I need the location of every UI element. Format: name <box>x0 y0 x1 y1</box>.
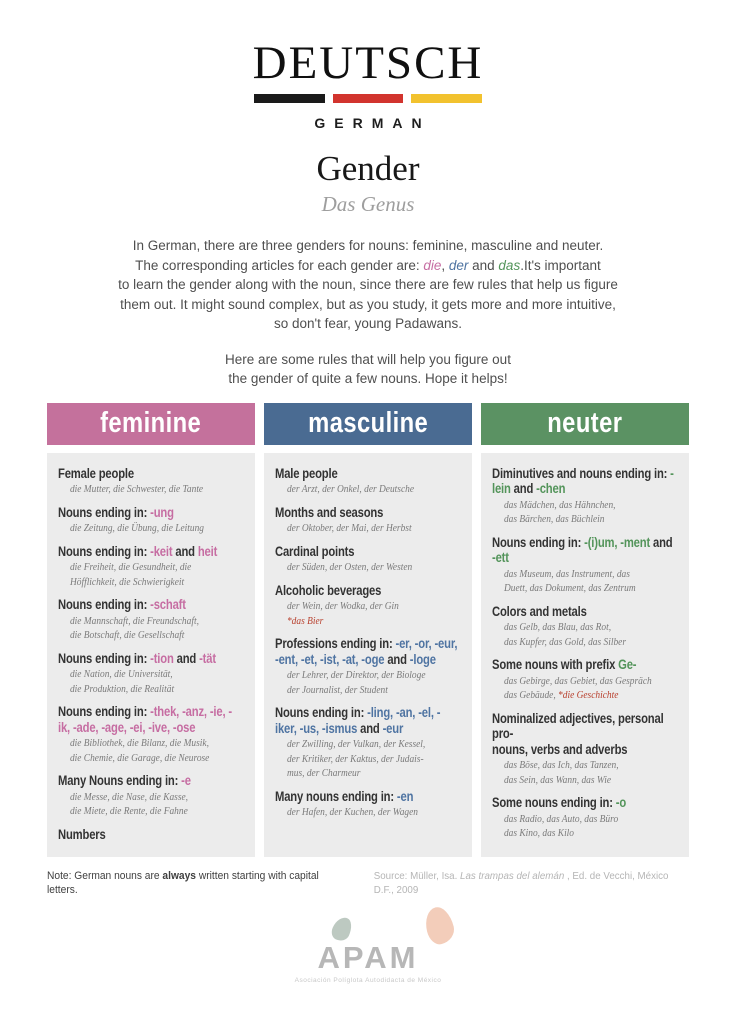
rule-title <box>275 505 461 521</box>
german-flag <box>254 94 482 103</box>
text-part: die Produktion, die Realität <box>69 682 175 695</box>
rule <box>492 795 678 841</box>
column-body-neuter <box>481 453 689 857</box>
text-line <box>0 295 736 315</box>
text-part: -chen <box>536 481 566 496</box>
text-part: das Kupfer, das Gold, das Silber <box>503 635 626 648</box>
rule-examples <box>275 737 472 781</box>
text-part: die Freiheit, die Gesundheit, die <box>69 561 192 573</box>
rule-examples <box>275 521 472 536</box>
rule <box>492 466 678 527</box>
text-part: -en <box>396 788 414 804</box>
text-part: die Bibliothek, die Bilanz, die Musik, <box>69 737 209 749</box>
logo-text: APAM <box>317 939 419 975</box>
text-part: Many Nouns ending in: <box>58 773 182 788</box>
text-part: -o <box>615 795 627 810</box>
rule-examples <box>275 668 472 697</box>
text-part: der Zwilling, der Vulkan, der Kessel, <box>286 738 426 750</box>
text-part: Nominalized adjectives, personal pro- <box>492 710 664 741</box>
text-part: Note: German nouns are <box>47 869 163 882</box>
text-part: -ung <box>150 504 174 520</box>
text-part: die Zeitung, die Übung, die Leitung <box>69 522 204 534</box>
text-part: der Süden, der Osten, der Westen <box>286 561 413 573</box>
text-part: das Radio, das Auto, das Büro <box>503 812 619 825</box>
footer-note <box>47 869 329 897</box>
footer <box>47 869 689 897</box>
rule <box>275 583 461 629</box>
text-part: die Nation, die Universität, <box>69 668 173 680</box>
intro-paragraph <box>0 236 736 334</box>
text-part: -ling, -an, -el, -iker, -us, -ismus <box>275 705 441 736</box>
rule <box>275 544 461 575</box>
text-part: *das Bier <box>286 614 324 627</box>
text-part: Diminutives and nouns ending in: <box>492 465 671 481</box>
text-part: Female people <box>58 465 134 481</box>
text-part: die Messe, die Nase, die Kasse, <box>69 790 189 803</box>
text-part: Some nouns ending in: <box>492 795 616 810</box>
column-masculine <box>264 403 472 857</box>
text-part: Nouns ending in: <box>58 704 151 719</box>
text-part: Colors and metals <box>492 603 587 619</box>
rule-examples <box>275 482 472 497</box>
rule <box>492 535 678 596</box>
flag-black-stripe <box>254 94 325 103</box>
text-part: The corresponding articles for each gender are: <box>135 257 424 273</box>
rule-title <box>58 544 244 560</box>
rule-examples <box>58 736 255 765</box>
text-part: der Journalist, der Student <box>286 683 388 696</box>
text-part: die Mutter, die Schwester, die Tante <box>69 483 204 495</box>
text-part: Source: Müller, Isa. <box>373 869 460 882</box>
text-part: and <box>173 650 200 666</box>
rule-title <box>492 604 678 620</box>
apam-logo-inner <box>295 913 442 985</box>
brand-title: DEUTSCH <box>252 37 484 89</box>
column-header-label: neuter <box>547 407 623 439</box>
text-part: das Bärchen, das Büchlein <box>503 513 605 525</box>
text-line <box>0 236 736 256</box>
text-part: das Böse, das Ich, das Tanzen, <box>503 759 619 771</box>
text-part: Alcoholic beverages <box>275 582 382 598</box>
text-part: das Gebirge, das Gebiet, das Gespräch <box>503 674 652 687</box>
rule <box>58 505 244 536</box>
text-part: so don't fear, young Padawans. <box>274 316 462 331</box>
text-part: -er, -or, -eur, -ent, -et, -ist, -at, -oge <box>275 636 458 667</box>
column-body-feminine <box>47 453 255 857</box>
column-header-masculine <box>264 403 472 445</box>
rule-title <box>58 597 244 613</box>
text-part: das Gelb, das Blau, das Rot, <box>503 621 612 633</box>
text-part: , <box>441 257 449 273</box>
rule-examples <box>492 674 689 703</box>
rule-title <box>492 535 678 566</box>
rule-title <box>492 711 678 758</box>
text-part: der Hafen, der Kuchen, der Wagen <box>286 806 419 818</box>
footer-source <box>374 869 689 897</box>
text-part: Professions ending in: <box>275 636 396 651</box>
text-part: and <box>172 543 198 559</box>
text-part: Nouns ending in: <box>492 534 585 550</box>
rule <box>58 597 244 643</box>
column-header-feminine <box>47 403 255 445</box>
text-part: der Kritiker, der Kaktus, der Judais- <box>286 752 424 765</box>
logo-tagline: Asociación Políglota Autodidacta de México <box>294 976 442 984</box>
text-part: -e <box>181 773 191 788</box>
rule-title <box>492 657 678 673</box>
text-part: -tion <box>150 650 174 666</box>
rule-examples <box>492 758 689 787</box>
text-part: written starting with capital letters. <box>47 869 319 896</box>
rule <box>492 604 678 650</box>
text-part: -thek, -anz, -ie, -ik, -ade, -age, -ei, -ive, -ose <box>58 704 232 735</box>
text-part: , Ed. de Vecchi, México D.F., 2009 <box>373 869 669 896</box>
rule-examples <box>275 805 472 820</box>
rule-examples <box>275 560 472 575</box>
rule-title <box>275 583 461 599</box>
rule <box>275 466 461 497</box>
rule <box>275 705 461 781</box>
text-part: der Lehrer, der Direktor, der Biologe <box>286 669 426 681</box>
rule-title <box>275 705 461 736</box>
text-part: *die Geschichte <box>558 689 619 701</box>
rule-examples <box>275 599 472 628</box>
text-part: nouns, verbs and adverbs <box>492 741 628 757</box>
text-part: Here are some rules that will help you figure out <box>225 351 511 367</box>
rule-title <box>275 466 461 482</box>
text-part: das Sein, das Wann, das Wie <box>503 773 612 786</box>
text-part: die <box>423 257 442 273</box>
column-neuter <box>481 403 689 857</box>
text-part: -keit <box>150 543 173 559</box>
rule-title <box>58 466 244 482</box>
text-part: the gender of quite a few nouns. Hope it helps! <box>228 371 508 386</box>
text-part: Male people <box>275 465 338 481</box>
text-part: and <box>384 651 410 667</box>
text-line <box>0 369 736 389</box>
text-line <box>0 275 736 295</box>
text-line <box>0 350 736 370</box>
text-part: Many nouns ending in: <box>275 788 397 804</box>
flag-red-stripe <box>333 94 404 103</box>
column-body-masculine <box>264 453 472 857</box>
rule-examples <box>58 560 255 589</box>
text-part: In German, there are three genders for nouns: feminine, masculine and neuter. <box>132 238 604 253</box>
rule-examples <box>58 790 255 819</box>
logo-peach-blob <box>422 904 457 946</box>
gender-columns <box>47 403 689 857</box>
text-part: always <box>162 869 197 882</box>
text-part: das Kino, das Kilo <box>503 827 574 839</box>
rule-examples <box>492 812 689 841</box>
rule <box>275 636 461 697</box>
text-part: heit <box>197 543 218 559</box>
flag-gold-stripe <box>411 94 482 103</box>
text-part: das Mädchen, das Hähnchen, <box>503 498 616 511</box>
text-part: and <box>510 481 537 496</box>
text-part: Cardinal points <box>275 543 355 559</box>
column-header-label: masculine <box>307 407 429 439</box>
text-part: die Chemie, die Garage, die Neurose <box>69 751 210 764</box>
text-part: Ge- <box>618 657 637 672</box>
rule-title <box>275 789 461 805</box>
rule-examples <box>492 567 689 596</box>
text-part: der Arzt, der Onkel, der Deutsche <box>286 483 415 495</box>
rule-examples <box>492 620 689 649</box>
language-label: GERMAN <box>314 115 431 131</box>
rule-examples <box>492 498 689 527</box>
text-part: Duett, das Dokument, das Zentrum <box>503 582 636 594</box>
rule-title <box>275 636 461 667</box>
rule <box>275 505 461 536</box>
text-part: das Museum, das Instrument, das <box>503 567 630 580</box>
column-header-label: feminine <box>100 407 202 439</box>
text-line <box>0 256 736 276</box>
text-part: Höfflichkeit, die Schwierigkeit <box>69 575 185 588</box>
text-part: and <box>650 534 673 550</box>
text-part: der <box>448 257 469 273</box>
text-part: Las trampas del alemán <box>459 869 565 882</box>
rule <box>58 544 244 590</box>
text-part: die Botschaft, die Gesellschaft <box>69 629 185 641</box>
page-title: Gender <box>316 149 420 188</box>
text-part: Nouns ending in: <box>58 543 151 559</box>
text-part: die Mannschaft, die Freundschaft, <box>69 614 199 627</box>
rule-title <box>58 505 244 521</box>
rule <box>58 704 244 765</box>
text-part: mus, der Charmeur <box>286 767 361 779</box>
text-part: -loge <box>409 651 436 667</box>
column-header-neuter <box>481 403 689 445</box>
text-part: Nouns ending in: <box>275 705 368 720</box>
text-part: das <box>498 257 521 273</box>
logo-green-blob <box>329 914 355 943</box>
rule-examples <box>58 667 255 696</box>
rule-title <box>58 773 244 789</box>
text-part: -tät <box>199 650 216 666</box>
apam-logo <box>0 913 736 987</box>
text-part: Numbers <box>58 826 106 842</box>
text-part: to learn the gender along with the noun, since there are few rules that help us figure <box>118 277 618 292</box>
rule <box>58 651 244 697</box>
text-part: der Oktober, der Mai, der Herbst <box>286 522 412 534</box>
text-part: .It's important <box>520 257 601 273</box>
text-part: das Gebäude, <box>503 689 559 701</box>
text-part: Months and seasons <box>275 504 384 520</box>
rule-examples <box>58 614 255 643</box>
text-part: die Miete, die Rente, die Fahne <box>69 805 188 817</box>
rule-title <box>58 651 244 667</box>
rule-title <box>492 795 678 811</box>
rule-title <box>275 544 461 560</box>
rule-examples <box>58 482 255 497</box>
rule <box>492 657 678 703</box>
text-part: them out. It might sound complex, but as you study, it gets more and more intuitive, <box>120 296 616 312</box>
rule-examples <box>58 521 255 536</box>
rule <box>58 466 244 497</box>
text-part: -schaft <box>150 597 186 612</box>
text-part: -lein <box>492 465 674 496</box>
text-line <box>0 314 736 334</box>
rule-title <box>58 704 244 735</box>
intro-paragraph-2 <box>0 350 736 389</box>
text-part: -ett <box>492 550 509 565</box>
text-part: Nouns ending in: <box>58 597 151 612</box>
text-part: Nouns ending in: <box>58 650 151 666</box>
text-part: der Wein, der Wodka, der Gin <box>286 600 399 612</box>
rule <box>58 773 244 819</box>
page-subtitle: Das Genus <box>321 192 415 216</box>
text-part: and <box>468 257 499 273</box>
rule <box>58 827 244 843</box>
text-part: -eur <box>382 720 404 736</box>
column-feminine <box>47 403 255 857</box>
rule-title <box>492 466 678 497</box>
rule <box>492 711 678 788</box>
text-part: and <box>357 720 383 736</box>
text-part: Some nouns with prefix <box>492 657 619 672</box>
text-part: -(i)um, -ment <box>584 534 651 550</box>
rule-title <box>58 827 244 843</box>
rule <box>275 789 461 820</box>
text-part: Nouns ending in: <box>58 504 151 520</box>
